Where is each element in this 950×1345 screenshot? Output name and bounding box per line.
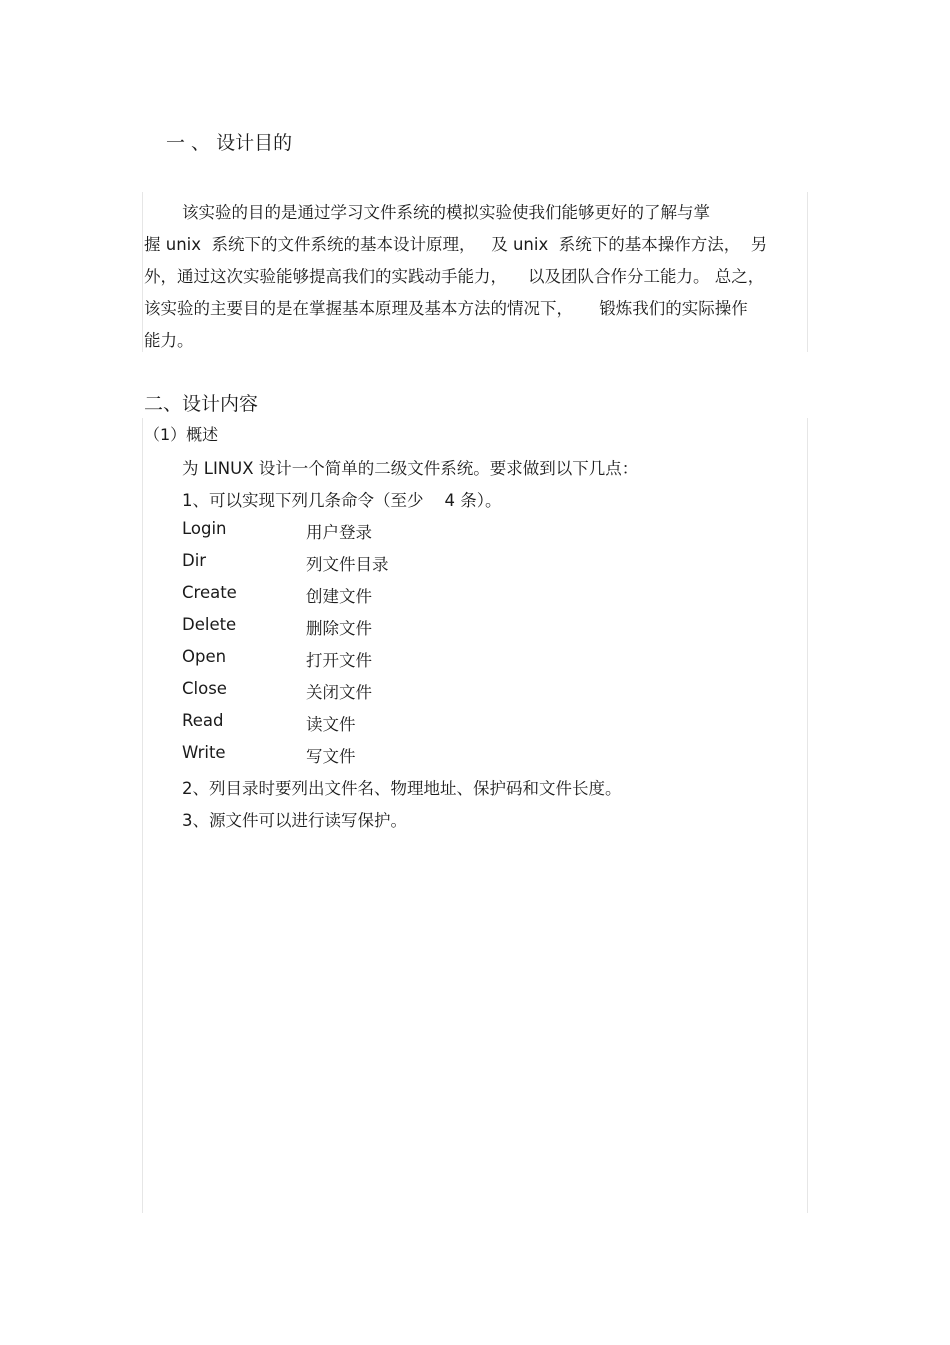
requirement-1: 1、可以实现下列几条命令（至少 4 条）。 bbox=[182, 491, 502, 510]
command-name: Close bbox=[182, 679, 227, 698]
section1-heading: 一 、 设计目的 bbox=[166, 132, 293, 154]
right-rule-top bbox=[807, 192, 808, 352]
command-name: Delete bbox=[182, 615, 237, 634]
left-rule-bottom bbox=[142, 418, 143, 1213]
command-desc: 写文件 bbox=[306, 747, 356, 766]
requirement-2: 2、列目录时要列出文件名、物理地址、保护码和文件长度。 bbox=[182, 779, 622, 798]
command-desc: 删除文件 bbox=[306, 619, 372, 638]
command-name: Login bbox=[182, 519, 227, 538]
command-name: Write bbox=[182, 743, 226, 762]
para-line: 该实验的主要目的是在掌握基本原理及基本方法的情况下， 锻炼我们的实际操作 bbox=[144, 299, 748, 318]
command-desc: 关闭文件 bbox=[306, 683, 372, 702]
command-desc: 创建文件 bbox=[306, 587, 372, 606]
para-line: 握 unix 系统下的文件系统的基本设计原理， 及 unix 系统下的基本操作方法， 另 bbox=[144, 235, 768, 254]
command-name: Create bbox=[182, 583, 237, 602]
right-rule-bottom bbox=[807, 418, 808, 1213]
para-line: 外，通过这次实验能够提高我们的实践动手能力， 以及团队合作分工能力。 总之， bbox=[144, 267, 765, 286]
command-name: Read bbox=[182, 711, 224, 730]
left-rule-top bbox=[142, 192, 143, 352]
section2-intro: 为 LINUX 设计一个简单的二级文件系统。要求做到以下几点： bbox=[182, 459, 639, 478]
section2-heading: 二、设计内容 bbox=[144, 393, 259, 415]
requirement-3: 3、源文件可以进行读写保护。 bbox=[182, 811, 407, 830]
section2-subheading: （1）概述 bbox=[144, 425, 219, 444]
command-desc: 用户登录 bbox=[306, 523, 372, 542]
para-line: 能力。 bbox=[144, 331, 194, 350]
command-desc: 列文件目录 bbox=[306, 555, 389, 574]
para-line: 该实验的目的是通过学习文件系统的模拟实验使我们能够更好的了解与掌 bbox=[182, 203, 710, 222]
command-desc: 读文件 bbox=[306, 715, 356, 734]
command-name: Open bbox=[182, 647, 227, 666]
command-name: Dir bbox=[182, 551, 207, 570]
command-desc: 打开文件 bbox=[306, 651, 372, 670]
